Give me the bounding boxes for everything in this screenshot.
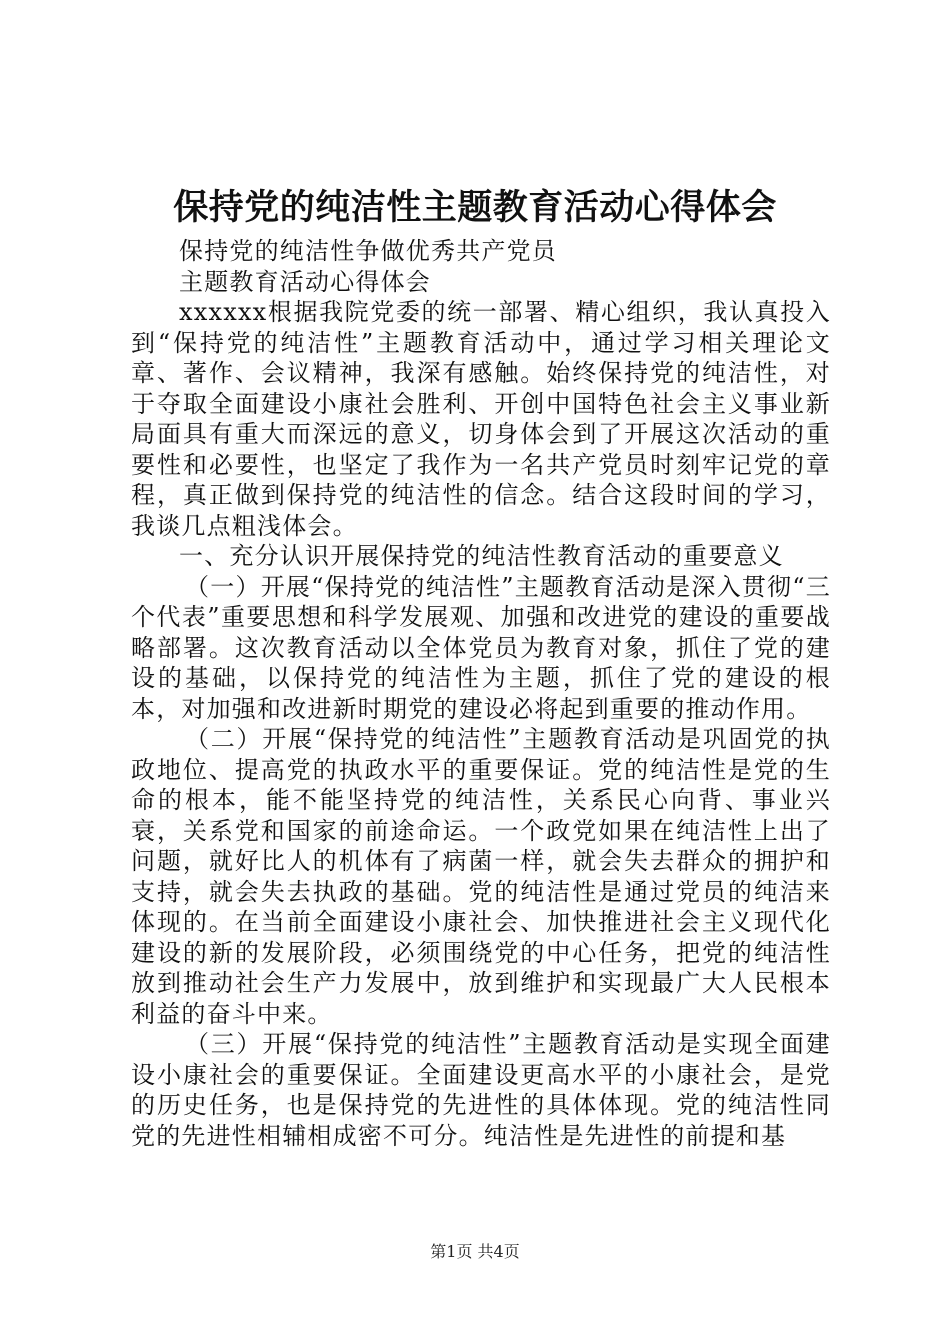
page-footer: 第1页 共4页 (430, 1242, 520, 1261)
section-heading: 一、充分认识开展保持党的纯洁性教育活动的重要意义 (179, 542, 784, 570)
paragraph-point-3: （三）开展“保持党的纯洁性”主题教育活动是实现全面建设小康社会的重要保证。全面建设更高水平的小康社会，是党的历史任务，也是保持党的先进性的具体体现。党的纯洁性同党的先进性相辅相成密不可分。纯洁性是先进性的前提和基 (131, 1030, 831, 1150)
subtitle-line-1: 保持党的纯洁性争做优秀共产党员 (179, 237, 557, 265)
paragraph-point-1: （一）开展“保持党的纯洁性”主题教育活动是深入贯彻“三个代表”重要思想和科学发展观、加强和改进党的建设的重要战略部署。这次教育活动以全体党员为教育对象，抓住了党的建设的基础，以保持党的纯洁性为主题，抓住了党的建设的根本，对加强和改进新时期党的建设必将起到重要的推动作用。 (131, 572, 831, 723)
subtitle-line-2: 主题教育活动心得体会 (179, 267, 431, 296)
document-body (131, 236, 831, 1151)
document-title: 保持党的纯洁性主题教育活动心得体会 (173, 188, 777, 228)
paragraph-point-2: （二）开展“保持党的纯洁性”主题教育活动是巩固党的执政地位、提高党的执政水平的重要保证。党的纯洁性是党的生命的根本，能不能坚持党的纯洁性，关系民心向背、事业兴衰，关系党和国家的前途命运。一个政党如果在纯洁性上出了问题，就好比人的机体有了病菌一样，就会失去群众的拥护和支持，就会失去执政的基础。党的纯洁性是通过党员的纯洁来体现的。在当前全面建设小康社会、加快推进社会主义现代化建设的新的发展阶段，必须围绕党的中心任务，把党的纯洁性放到推动社会生产力发展中，放到维护和实现最广大人民根本利益的奋斗中来。 (131, 725, 831, 1028)
paragraph-intro: xxxxxx根据我院党委的统一部署、精心组织，我认真投入到“保持党的纯洁性”主题教育活动中，通过学习相关理论文章、著作、会议精神，我深有感触。始终保持党的纯洁性，对于夺取全面建设小康社会胜利、开创中国特色社会主义事业新局面具有重大而深远的意义，切身体会到了开展这次活动的重要性和必要性，也坚定了我作为一名共产党员时刻牢记党的章程，真正做到保持党的纯洁性的信念。结合这段时间的学习，我谈几点粗浅体会。 (131, 298, 831, 540)
